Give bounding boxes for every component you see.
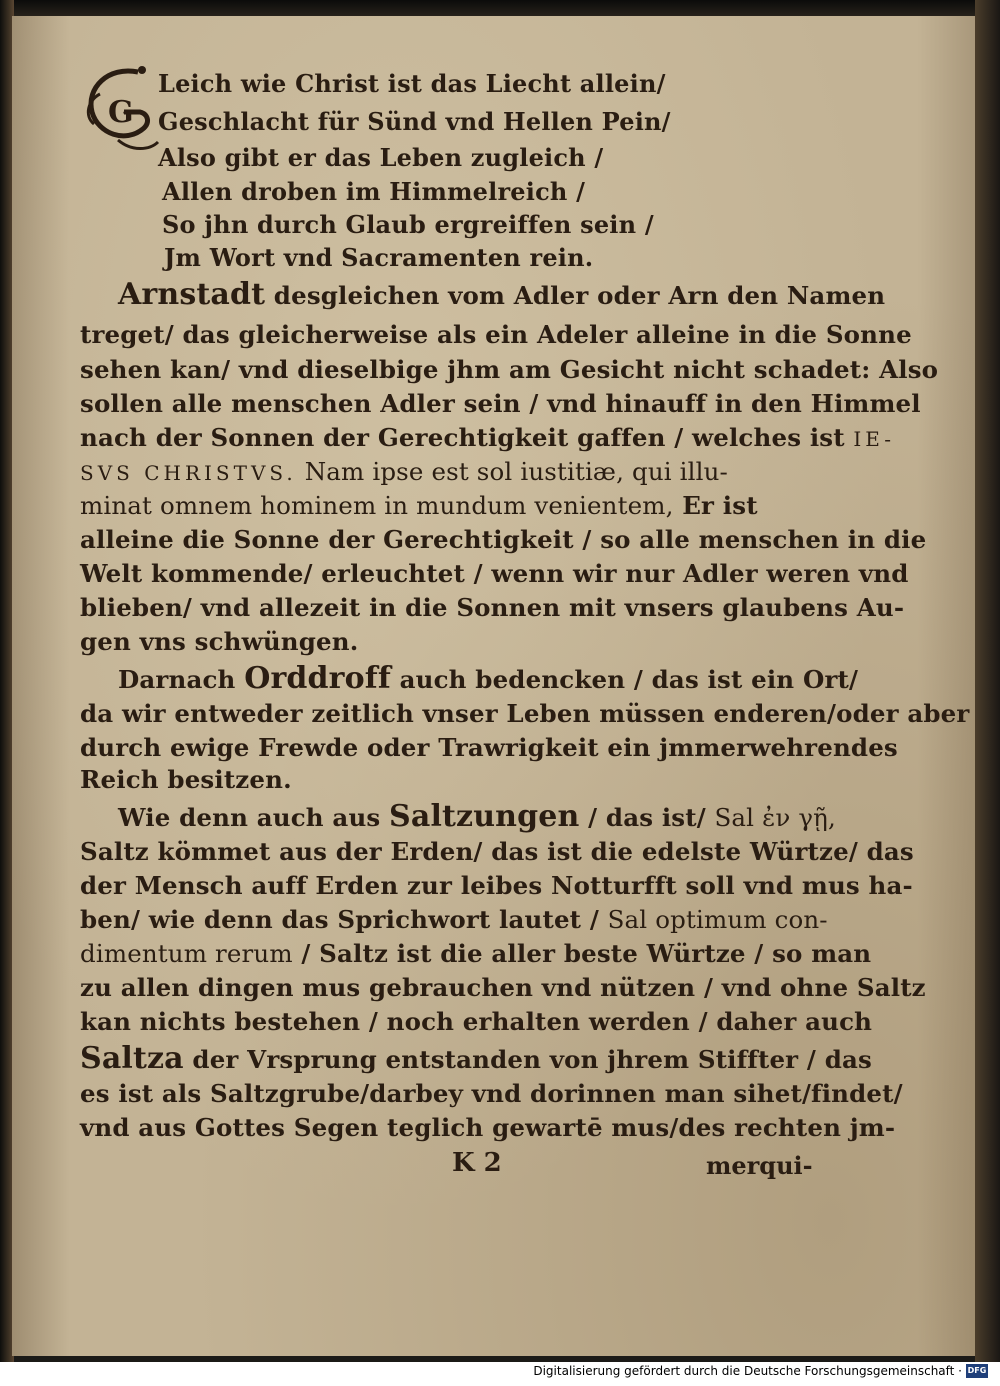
paragraph-3-line-8-rest: der Vrsprung entstanden von jhrem Stiffter / das [183,1045,872,1074]
paragraph-3-line-3: der Mensch auff Erden zur leibes Notturfft soll vnd mus ha- [80,871,913,900]
place-name-orddroff: Orddroff [244,661,391,696]
scan-right-edge [975,0,1000,1362]
verse-line-3: Also gibt er das Leben zugleich / [158,143,604,172]
paragraph-1-line-7 [80,491,758,520]
paragraph-3-line-10: vnd aus Gottes Segen teglich gewartē mus/des rechten jm- [80,1113,896,1142]
verse-line-6: Jm Wort vnd Sacramenten rein. [164,243,594,272]
paragraph-1-line-8: alleine die Sonne der Gerechtigkeit / so alle menschen in die [80,525,927,554]
paragraph-1-line-9: Welt kommende/ erleuchtet / wenn wir nur Adler weren vnd [80,559,909,588]
verse-line-4: Allen droben im Himmelreich / [162,177,586,206]
paragraph-1-line-4: sollen alle menschen Adler sein / vnd hinauff in den Himmel [80,389,921,418]
dfg-logo: DFG [966,1364,988,1378]
paragraph-2-lead: Darnach [118,665,245,694]
latin-sal-optimum: Sal optimum con- [607,905,828,934]
signature-mark: K 2 [452,1148,502,1178]
place-name-arnstadt: Arnstadt [118,277,266,312]
paragraph-3-line-4-text: ben/ wie denn das Sprichwort lautet / [80,905,608,934]
paragraph-3-lead: Wie denn auch aus [118,803,390,832]
name-jesus-christus: SVS CHRISTVS. [80,461,297,485]
paragraph-1-line-1 [118,277,886,312]
digitization-credit: Digitalisierung gefördert durch die Deutsche Forschungsgemeinschaft · [533,1364,962,1378]
paragraph-3-line-5 [80,939,872,968]
place-name-saltza: Saltza [80,1041,184,1076]
paragraph-3-line-5-rest: / Saltz ist die aller beste Würtze / so man [292,939,872,968]
paragraph-1-line-5 [80,423,896,452]
paragraph-2-line-1-rest: auch bedencken / das ist ein Ort/ [390,665,859,694]
paragraph-3-line-9: es ist als Saltzgrube/darbey vnd dorinnen man sihet/findet/ [80,1079,903,1108]
paragraph-1-line-7-rest: Er ist [673,491,758,520]
place-name-saltzungen: Saltzungen [389,799,580,834]
name-jesus-part-1: IE- [853,427,896,451]
paragraph-1-line-11: gen vns schwüngen. [80,627,359,656]
decorated-initial [78,60,164,160]
paragraph-1-line-6 [80,457,728,486]
paragraph-1-line-10: blieben/ vnd allezeit in die Sonnen mit vnsers glaubens Au- [80,593,905,622]
paragraph-2-line-3: durch ewige Frewde oder Trawrigkeit ein jmmerwehrendes [80,733,898,762]
latin-condimentum: dimentum rerum [80,939,293,968]
paragraph-3-line-1-mid: / das ist/ [579,803,715,832]
catchword: merqui- [706,1151,813,1180]
paragraph-3-line-6: zu allen dingen mus gebrauchen vnd nützen / vnd ohne Saltz [80,973,926,1002]
paragraph-2-line-4: Reich besitzen. [80,765,292,794]
paragraph-1-line-2: treget/ das gleicherweise als ein Adeler alleine in die Sonne [80,320,912,349]
verse-line-5: So jhn durch Glaub ergreiffen sein / [162,210,654,239]
verse-line-1: Leich wie Christ ist das Liecht allein/ [158,69,666,98]
paragraph-1-line-5-text: nach der Sonnen der Gerechtigkeit gaffen / welches ist [80,423,845,452]
paragraph-1-line-1-rest: desgleichen vom Adler oder Arn den Namen [265,281,886,310]
latin-quote-2: minat omnem hominem in mundum venientem, [80,491,674,520]
paragraph-1-line-3: sehen kan/ vnd dieselbige jhm am Gesicht nicht schadet: Also [80,355,939,384]
paragraph-2-line-1 [118,661,859,696]
latin-sal-en-ge: Sal ἐν γῇ, [714,803,836,832]
initial-letter: G [108,95,134,130]
paragraph-3-line-2: Saltz kömmet aus der Erden/ das ist die edelste Würtze/ das [80,837,914,866]
initial-flourish [78,60,164,160]
verse-line-2: Geschlacht für Sünd vnd Hellen Pein/ [158,107,671,136]
paragraph-2-line-2: da wir entweder zeitlich vnser Leben müssen enderen/oder aber [80,699,970,728]
paragraph-3-line-7: kan nichts bestehen / noch erhalten werden / daher auch [80,1007,873,1036]
paragraph-3-line-4 [80,905,828,934]
paragraph-3-line-1 [118,799,836,834]
latin-quote-1: Nam ipse est sol iustitiæ, qui illu- [296,457,728,486]
paragraph-3-line-8 [80,1041,872,1076]
